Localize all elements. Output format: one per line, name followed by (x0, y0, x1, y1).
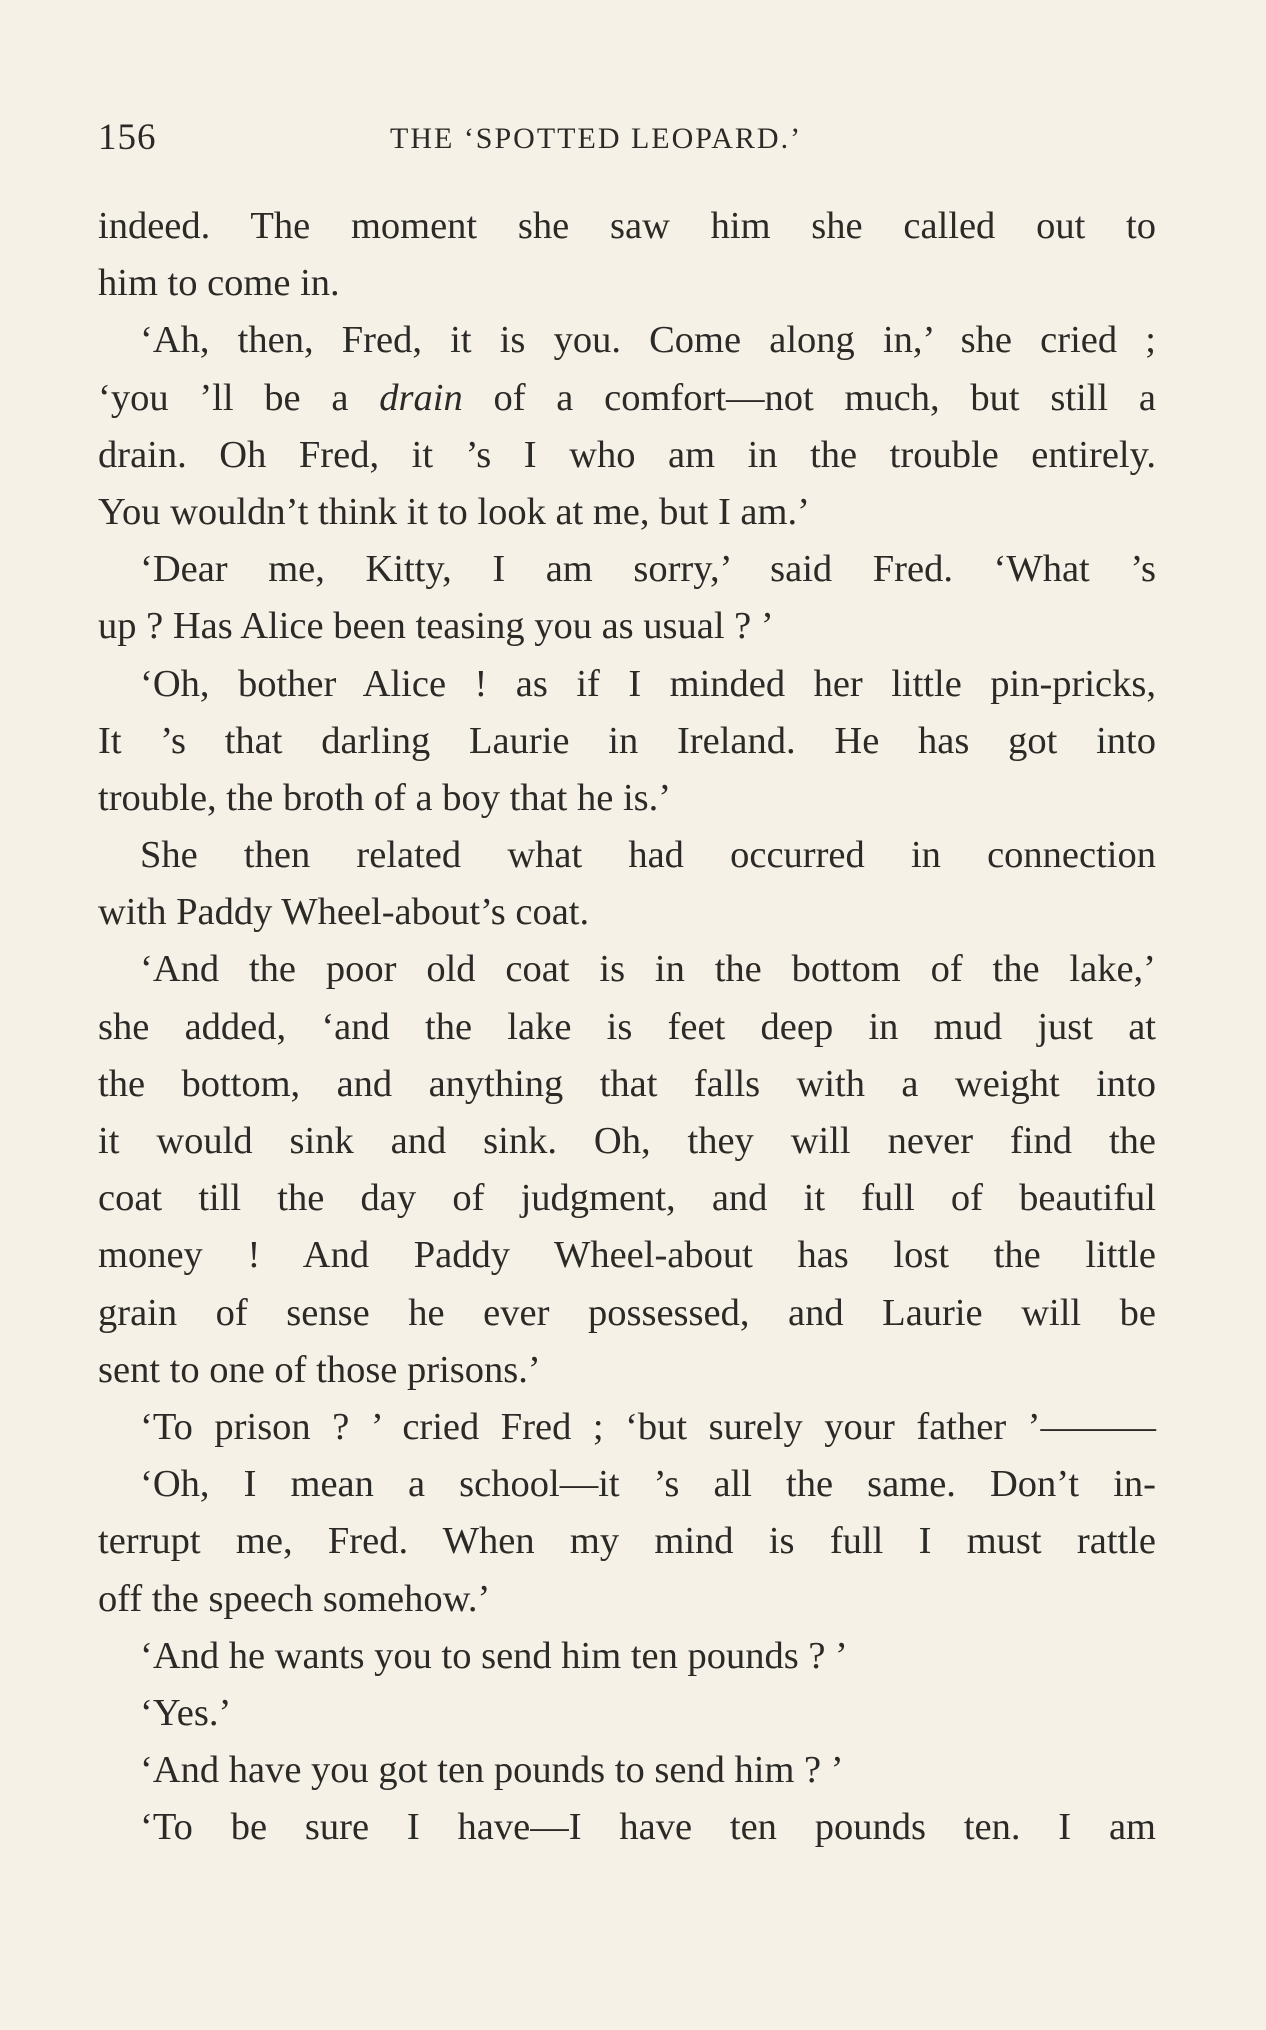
text-line: coat till the day of judgment, and it full of beautiful (98, 1177, 1156, 1220)
text-line: It ’s that darling Laurie in Ireland. He has got into (98, 719, 1156, 762)
text-line (98, 370, 1156, 427)
text-line: ‘Ah, then, Fred, it is you. Come along in,’ she cried ; (140, 319, 1156, 362)
text-line: terrupt me, Fred. When my mind is full I must rattle (98, 1520, 1156, 1563)
italic-word: drain (379, 376, 463, 419)
text-line: grain of sense he ever possessed, and Laurie will be (98, 1291, 1156, 1334)
text-line: ‘Oh, I mean a school—it ’s all the same. Don’t in- (140, 1463, 1156, 1506)
text-line: with Paddy Wheel-about’s coat. (98, 891, 590, 934)
text-line: trouble, the broth of a boy that he is.’ (98, 776, 672, 819)
body-text (98, 198, 1156, 1856)
text-line: up ? Has Alice been teasing you as usual ? ’ (98, 605, 774, 648)
text-line: she added, ‘and the lake is feet deep in mud just at (98, 1005, 1156, 1048)
text-line: indeed. The moment she saw him she called out to (98, 205, 1156, 247)
text-line: ‘Yes.’ (140, 1691, 232, 1734)
text-line: ‘To prison ? ’ cried Fred ; ‘but surely your father ’——— (140, 1405, 1156, 1448)
text-segment: ‘you ’ll be a (98, 376, 380, 419)
text-line: drain. Oh Fred, it ’s I who am in the trouble entirely. (98, 433, 1156, 476)
text-line: money ! And Paddy Wheel-about has lost the little (98, 1234, 1156, 1277)
text-line: ‘And the poor old coat is in the bottom of the lake,’ (140, 948, 1156, 991)
text-segment: of a comfort—not much, but still a (462, 376, 1156, 419)
text-line: She then related what had occurred in connection (140, 834, 1156, 877)
page-number: 156 (98, 117, 157, 158)
running-title: THE ‘SPOTTED LEOPARD.’ (390, 122, 803, 155)
running-head (98, 116, 1156, 166)
text-line: You wouldn’t think it to look at me, but I am.’ (98, 490, 810, 533)
text-line: ‘And he wants you to send him ten pounds ? ’ (140, 1634, 848, 1677)
text-line: sent to one of those prisons.’ (98, 1348, 541, 1391)
text-line: ‘To be sure I have—I have ten pounds ten. I am (140, 1806, 1156, 1849)
text-line: off the speech somehow.’ (98, 1577, 491, 1620)
text-line: ‘Oh, bother Alice ! as if I minded her little pin-pricks, (140, 662, 1156, 705)
text-line: the bottom, and anything that falls with a weight into (98, 1062, 1156, 1105)
text-line: ‘And have you got ten pounds to send him ? ’ (140, 1749, 844, 1792)
text-line: him to come in. (98, 262, 340, 305)
text-line: it would sink and sink. Oh, they will never find the (98, 1120, 1156, 1162)
text-line: ‘Dear me, Kitty, I am sorry,’ said Fred. ‘What ’s (140, 548, 1156, 591)
